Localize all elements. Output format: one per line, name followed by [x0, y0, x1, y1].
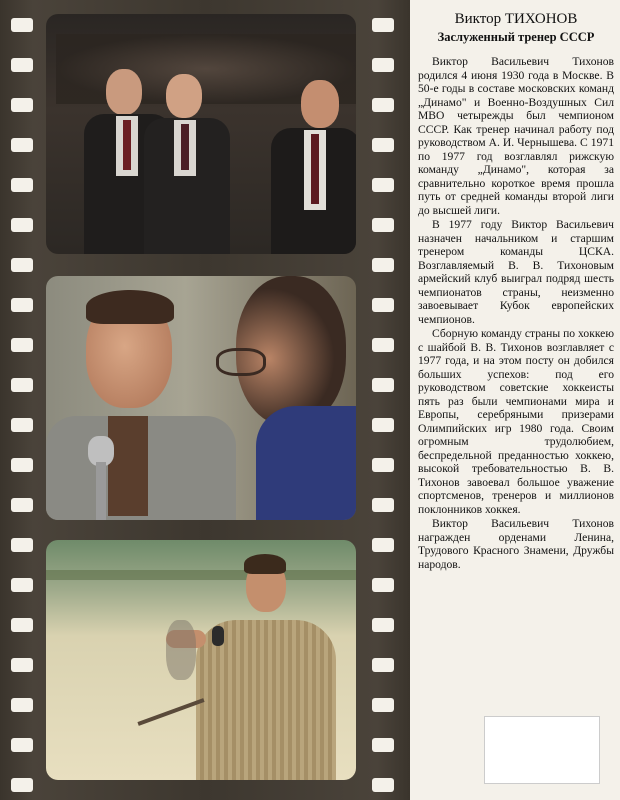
photo-interview [46, 276, 356, 520]
film-hole [372, 538, 394, 552]
photo-ceremony [46, 14, 356, 254]
film-hole [372, 658, 394, 672]
film-hole [372, 218, 394, 232]
biography-paragraph: Сборную команду страны по хоккею с шайбой В. В. Тихонов возглавляет с 1977 года, и на этом посту он добился больших успехов: под его руководством советские хоккеисты пять раз были чемпионами мира и Европы, серебряными призерами Олимпийских игр 1980 года. Своим огромным трудолюбием, беспредельной преданностью хоккею, высокой требовательностью В. В. Тихонов завоевал большое уважение спортсменов, тренеров и миллионов поклонников хоккея. [418, 327, 614, 516]
film-hole [11, 58, 33, 72]
person-title: Заслуженный тренер СССР [437, 30, 595, 44]
photo-ice-rink [46, 540, 356, 780]
film-hole [372, 58, 394, 72]
film-hole [372, 178, 394, 192]
film-hole [372, 778, 394, 792]
film-hole [11, 658, 33, 672]
film-hole [11, 778, 33, 792]
blank-label-area [484, 716, 600, 784]
biography-paragraph: Виктор Васильевич Тихонов родился 4 июня 1930 года в Москве. В 50-е годы в составе московских команд „Динамо" и Военно-Воздушных Сил МВО четырежды был чемпионом СССР. Как тренер начинал работу под руководством А. И. Чернышева. С 1971 по 1977 год возглавлял рижскую команду „Динамо", которая за сравнительно короткое время прошла путь от средней команды второй лиги до высшей лиги. [418, 55, 614, 217]
biography-column [418, 8, 614, 708]
film-hole [11, 418, 33, 432]
film-hole [372, 458, 394, 472]
film-hole [11, 458, 33, 472]
film-hole [11, 698, 33, 712]
film-hole [372, 418, 394, 432]
film-hole [11, 498, 33, 512]
film-hole [11, 378, 33, 392]
film-hole [11, 298, 33, 312]
film-hole [372, 698, 394, 712]
film-hole [11, 538, 33, 552]
film-hole [372, 578, 394, 592]
film-hole [11, 738, 33, 752]
film-hole [11, 178, 33, 192]
film-hole [372, 618, 394, 632]
film-hole [11, 138, 33, 152]
film-hole [372, 738, 394, 752]
film-hole [11, 578, 33, 592]
film-hole [11, 98, 33, 112]
film-hole [372, 298, 394, 312]
film-hole [11, 18, 33, 32]
film-hole [372, 98, 394, 112]
film-hole [11, 218, 33, 232]
film-hole [11, 258, 33, 272]
film-hole [372, 378, 394, 392]
film-hole [11, 618, 33, 632]
film-hole [372, 18, 394, 32]
film-hole [372, 138, 394, 152]
person-name: Виктор ТИХОНОВ [454, 11, 578, 27]
biography-paragraph: В 1977 году Виктор Васильевич назначен начальником и старшим тренером команды ЦСКА. Возглавляемый В. В. Тихоновым армейский клуб выиграл подряд шесть чемпионатов страны, неизменно завоевывает Кубок европейских чемпионов. [418, 218, 614, 326]
film-hole [372, 338, 394, 352]
biography-paragraph: Виктор Васильевич Тихонов награжден орденами Ленина, Трудового Красного Знамени, Дружбы народов. [418, 517, 614, 571]
film-hole [11, 338, 33, 352]
film-hole [372, 258, 394, 272]
film-hole [372, 498, 394, 512]
